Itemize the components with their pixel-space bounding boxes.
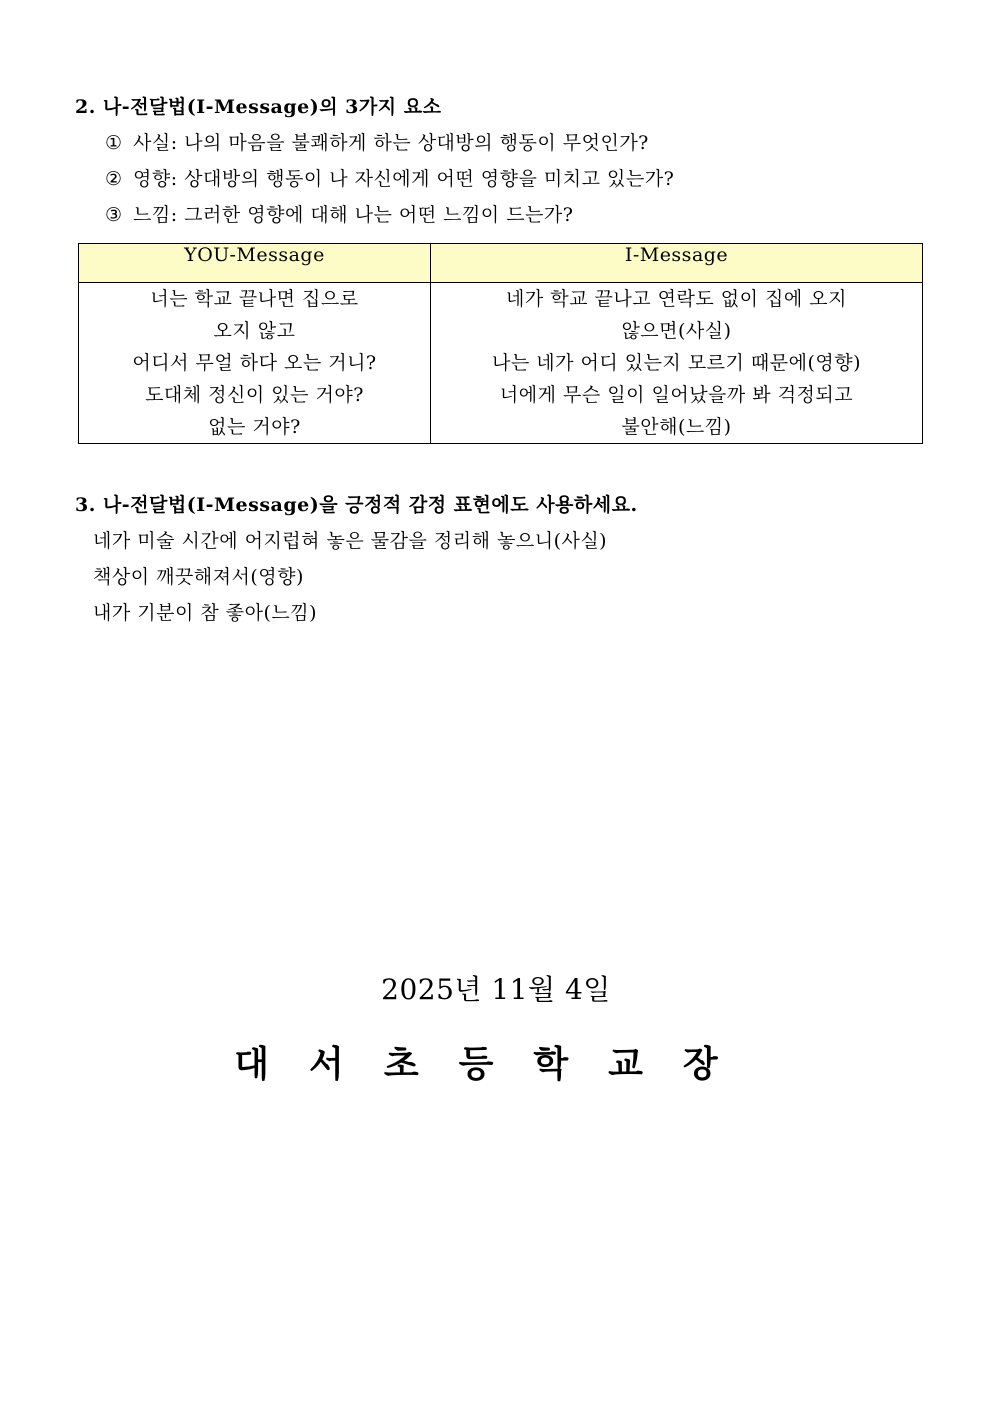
you-line: 어디서 무얼 하다 오는 거니?	[132, 352, 377, 374]
item-1-text: 사실: 나의 마음을 불쾌하게 하는 상대방의 행동이 무엇인가?	[133, 132, 649, 154]
section-3-line-1: 네가 미술 시간에 어지럽혀 놓은 물감을 정리해 놓으니(사실)	[93, 530, 608, 552]
message-comparison-table	[78, 243, 923, 444]
i-line: 너에게 무슨 일이 일어났을까 봐 걱정되고	[499, 384, 854, 406]
you-line: 도대체 정신이 있는 거야?	[145, 384, 364, 406]
i-message-cell	[431, 283, 923, 444]
item-2-text: 영향: 상대방의 행동이 나 자신에게 어떤 영향을 미치고 있는가?	[133, 168, 675, 190]
section-3-line-3: 내가 기분이 참 좋아(느낌)	[93, 602, 317, 624]
school-principal-signature: 대서초등학교장	[234, 1043, 758, 1085]
section-2-item-3	[105, 200, 573, 227]
you-line: 없는 거야?	[208, 416, 301, 438]
item-3-mark: ③	[105, 204, 123, 226]
item-1-mark: ①	[105, 132, 123, 154]
header-i-message: I-Message	[431, 244, 923, 283]
i-line: 않으면(사실)	[621, 320, 732, 342]
you-message-cell	[79, 283, 431, 444]
i-line: 나는 네가 어디 있는지 모르기 때문에(영향)	[491, 352, 862, 374]
you-line: 너는 학교 끝나면 집으로	[150, 288, 359, 310]
section-2-title: 2. 나-전달법(I-Message)의 3가지 요소	[75, 96, 442, 118]
section-3-line-2: 책상이 깨끗해져서(영향)	[93, 566, 304, 588]
item-2-mark: ②	[105, 168, 123, 190]
you-line: 오지 않고	[213, 320, 296, 342]
i-line: 네가 학교 끝나고 연락도 없이 집에 오지	[506, 288, 847, 310]
i-line: 불안해(느낌)	[621, 416, 732, 438]
item-3-text: 느낌: 그러한 영향에 대해 나는 어떤 느낌이 드는가?	[133, 204, 574, 226]
document-date: 2025년 11월 4일	[381, 973, 611, 1006]
header-you-message: YOU-Message	[79, 244, 431, 283]
section-2-item-1	[105, 128, 649, 155]
section-3-title: 3. 나-전달법(I-Message)을 긍정적 감정 표현에도 사용하세요.	[75, 494, 638, 516]
section-2-item-2	[105, 164, 674, 191]
